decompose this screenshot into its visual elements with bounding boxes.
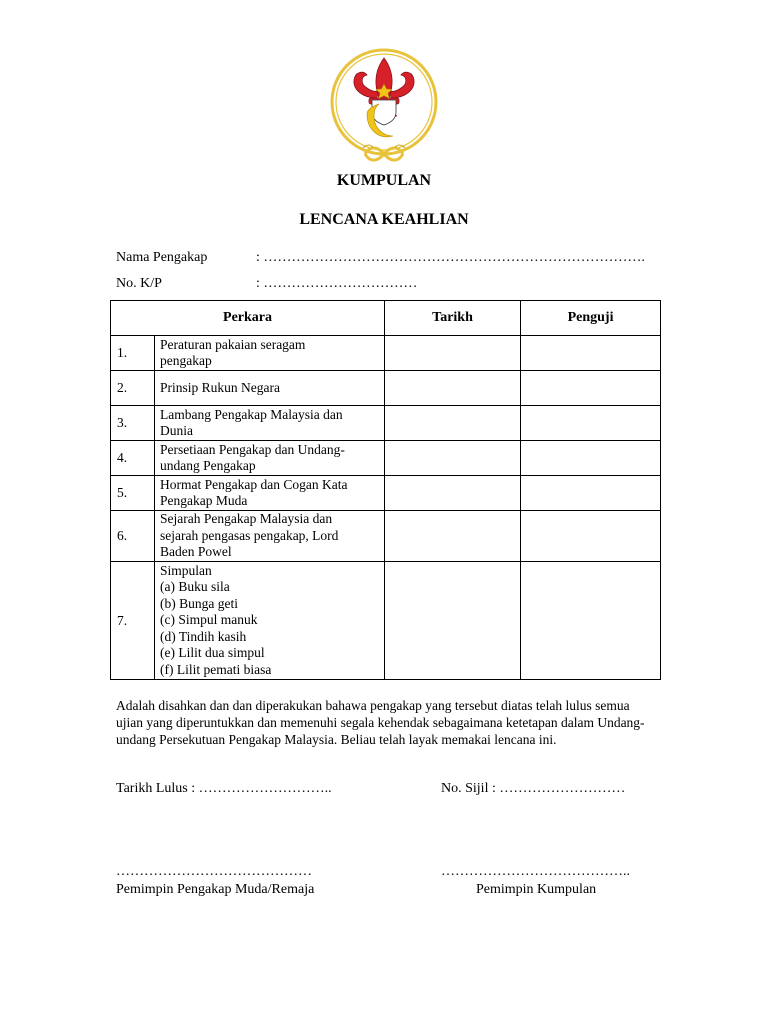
- row-item: [155, 441, 385, 476]
- row-item-line: (b) Bunga geti: [160, 595, 238, 611]
- penguji-cell[interactable]: [521, 371, 661, 406]
- row-number: 2.: [111, 371, 155, 406]
- penguji-cell[interactable]: [521, 511, 661, 562]
- signature-label-left: Pemimpin Pengakap Muda/Remaja: [116, 882, 315, 897]
- penguji-cell[interactable]: [521, 476, 661, 511]
- header-perkara: Perkara: [111, 301, 385, 336]
- pengakap-emblem-logo: [327, 44, 441, 172]
- table-header-row: [111, 301, 661, 336]
- name-field[interactable]: : ……………………………………………………………………….: [256, 250, 645, 265]
- page-title: KUMPULAN: [336, 172, 432, 189]
- row-item: [155, 336, 385, 371]
- row-item-line: (a) Buku sila: [160, 579, 230, 595]
- row-item-line: Lambang Pengakap Malaysia dan: [160, 406, 343, 422]
- kp-label: No. K/P: [116, 276, 162, 291]
- penguji-cell[interactable]: [521, 406, 661, 441]
- row-item: [155, 371, 385, 406]
- no-sijil-field[interactable]: No. Sijil : ………………………: [441, 781, 626, 796]
- tarikh-lulus-field[interactable]: Tarikh Lulus : ………………………..: [116, 781, 332, 796]
- row-item-line: (e) Lilit dua simpul: [160, 645, 265, 661]
- row-item-line: Pengakap Muda: [160, 493, 248, 508]
- table-row: [111, 562, 661, 680]
- row-item-line: (c) Simpul manuk: [160, 612, 258, 628]
- table-row: [111, 406, 661, 441]
- penguji-cell[interactable]: [521, 336, 661, 371]
- row-item-line: Hormat Pengakap dan Cogan Kata: [160, 476, 348, 492]
- page-subtitle: LENCANA KEAHLIAN: [299, 211, 469, 228]
- tarikh-cell[interactable]: [385, 476, 521, 511]
- tarikh-cell[interactable]: [385, 441, 521, 476]
- header-penguji: Penguji: [521, 301, 661, 336]
- signature-line-left[interactable]: ……………………………………: [116, 864, 312, 879]
- table-row: [111, 476, 661, 511]
- row-item-line: undang Pengakap: [160, 458, 256, 473]
- certification-text: Adalah disahkan dan dan diperakukan bahawa pengakap yang tersebut diatas telah lulus semua ujian yang diperuntukkan dan memenuhi segala kehendak sebagaimana ketetapan dalam Undang-undang Persekutuan Pengakap Malaysia. Beliau telah layak memakai lencana ini.: [116, 698, 645, 747]
- row-item-line: Dunia: [160, 423, 193, 438]
- row-item-line: sejarah pengasas pengakap, Lord: [160, 527, 339, 543]
- row-item-line: Prinsip Rukun Negara: [160, 379, 280, 395]
- signature-label-right: Pemimpin Kumpulan: [476, 882, 597, 897]
- table-row: [111, 371, 661, 406]
- row-item-line: Simpulan: [160, 562, 212, 578]
- row-item-line: (d) Tindih kasih: [160, 628, 247, 644]
- signature-line-right[interactable]: …………………………………..: [441, 864, 630, 879]
- tarikh-cell[interactable]: [385, 406, 521, 441]
- row-number: 4.: [111, 441, 155, 476]
- row-item: [155, 562, 385, 680]
- table-row: [111, 441, 661, 476]
- row-item: [155, 476, 385, 511]
- kp-field[interactable]: : ……………………………: [256, 276, 418, 291]
- row-item: [155, 511, 385, 562]
- row-item-line: pengakap: [160, 353, 212, 368]
- row-number: 7.: [111, 562, 155, 680]
- row-item-line: Peraturan pakaian seragam: [160, 336, 306, 352]
- row-item-line: (f) Lilit pemati biasa: [160, 661, 272, 677]
- badge-requirements-table: [110, 300, 661, 680]
- name-label: Nama Pengakap: [116, 250, 208, 265]
- row-number: 1.: [111, 336, 155, 371]
- penguji-cell[interactable]: [521, 441, 661, 476]
- tarikh-cell[interactable]: [385, 371, 521, 406]
- penguji-cell[interactable]: [521, 562, 661, 680]
- table-row: [111, 511, 661, 562]
- row-number: 6.: [111, 511, 155, 562]
- row-item-line: Sejarah Pengakap Malaysia dan: [160, 511, 333, 527]
- header-tarikh: Tarikh: [385, 301, 521, 336]
- row-number: 5.: [111, 476, 155, 511]
- row-item-line: Baden Powel: [160, 544, 232, 560]
- tarikh-cell[interactable]: [385, 511, 521, 562]
- row-item-line: Persetiaan Pengakap dan Undang-: [160, 441, 345, 457]
- tarikh-cell[interactable]: [385, 336, 521, 371]
- tarikh-cell[interactable]: [385, 562, 521, 680]
- row-item: [155, 406, 385, 441]
- table-row: [111, 336, 661, 371]
- row-number: 3.: [111, 406, 155, 441]
